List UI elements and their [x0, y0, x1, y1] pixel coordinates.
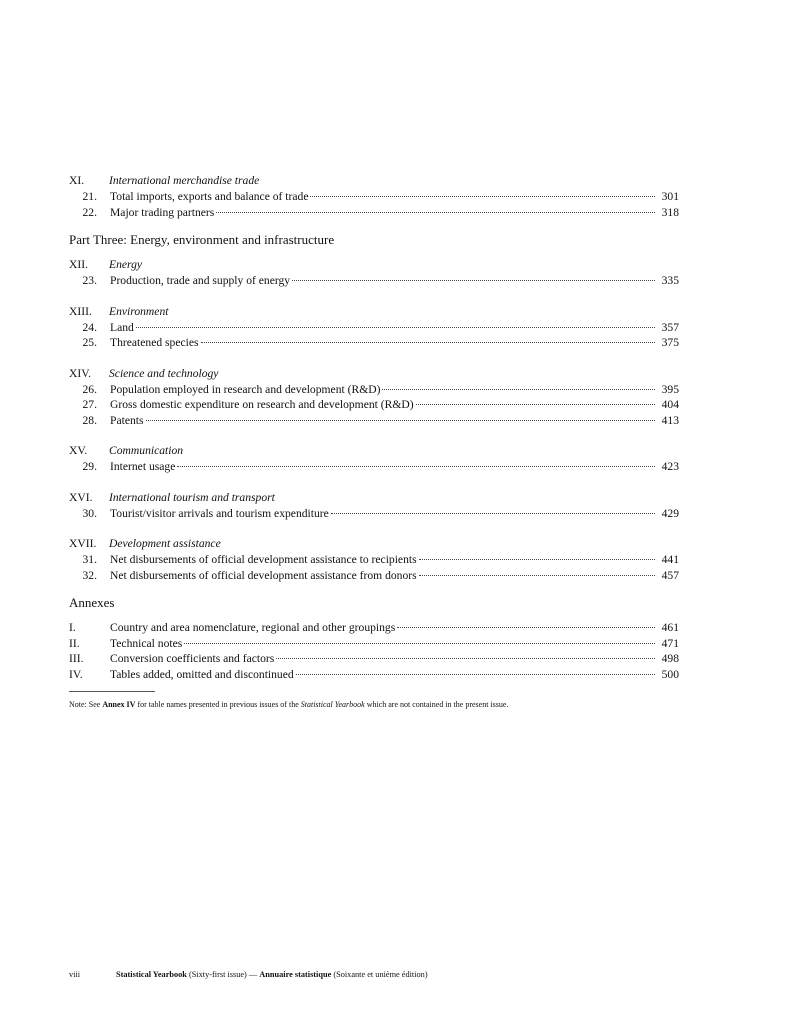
note-publication-title: Statistical Yearbook [300, 700, 365, 709]
toc-entry[interactable] [69, 320, 679, 336]
dot-leader [382, 389, 655, 390]
chapter-heading [69, 173, 679, 189]
footer-edition-fr: (Soixante et unième édition) [331, 970, 428, 979]
entry-number: 32. [82, 568, 97, 582]
entry-page: 335 [661, 274, 679, 287]
chapter-title: Energy [109, 258, 143, 271]
dot-leader [397, 627, 655, 628]
page-footer [69, 970, 428, 979]
note-annex-ref: Annex IV [102, 700, 136, 709]
annex-label: Technical notes [110, 636, 183, 650]
entry-number: 26. [82, 382, 97, 396]
footnote-rule [69, 691, 155, 692]
annex-page: 498 [661, 652, 679, 665]
chapter-numeral: XI. [69, 174, 85, 187]
toc-entry[interactable] [69, 273, 679, 289]
chapter-numeral: XIII. [69, 304, 92, 318]
dot-leader [310, 196, 655, 197]
annex-entry[interactable] [69, 651, 679, 667]
note-middle: for table names presented in previous issues of the [135, 700, 301, 709]
dot-leader [136, 327, 655, 328]
entry-page: 429 [661, 506, 679, 520]
entry-label: Tourist/visitor arrivals and tourism expenditure [110, 506, 329, 520]
toc-entry[interactable] [69, 506, 679, 522]
entry-number: 29. [82, 460, 97, 473]
note-suffix: which are not contained in the present issue. [364, 700, 509, 709]
entry-page: 318 [661, 205, 679, 219]
chapter-title: Environment [109, 304, 169, 318]
dot-leader [296, 674, 655, 675]
table-of-contents [69, 173, 679, 709]
entry-label: Net disbursements of official development assistance from donors [110, 568, 417, 582]
dot-leader [292, 280, 655, 281]
entry-page: 301 [661, 190, 679, 203]
dot-leader [216, 212, 655, 213]
chapter-numeral: XVII. [69, 537, 97, 550]
annex-label: Country and area nomenclature, regional and other groupings [110, 621, 396, 634]
chapter-heading [69, 443, 679, 459]
entry-page: 423 [661, 460, 679, 473]
toc-entry[interactable] [69, 459, 679, 475]
footnote [69, 700, 679, 709]
dot-leader [416, 404, 655, 405]
entry-label: Land [110, 320, 134, 334]
chapter-title: Communication [109, 444, 184, 457]
toc-entry[interactable] [69, 205, 679, 221]
annexes-title: Annexes [69, 595, 115, 610]
toc-entry[interactable] [69, 397, 679, 413]
entry-page: 413 [661, 413, 679, 427]
dot-leader [331, 513, 655, 514]
entry-label: Population employed in research and development (R&D) [110, 382, 381, 396]
annex-label: Tables added, omitted and discontinued [110, 667, 294, 681]
annex-label: Conversion coefficients and factors [110, 652, 275, 665]
toc-entry[interactable] [69, 568, 679, 584]
entry-number: 28. [82, 413, 97, 427]
toc-entry[interactable] [69, 552, 679, 568]
annex-numeral: II. [69, 636, 80, 650]
chapter-numeral: XV. [69, 444, 88, 457]
entry-page: 375 [661, 336, 679, 349]
entry-label: Threatened species [110, 336, 199, 349]
chapter-title: Science and technology [109, 366, 219, 380]
entry-page: 357 [661, 320, 679, 334]
footer-edition-en: (Sixty-first issue) — [186, 970, 260, 979]
annex-page: 500 [661, 667, 679, 681]
entry-number: 24. [82, 320, 97, 334]
annex-entry[interactable] [69, 667, 679, 683]
entry-number: 25. [82, 336, 97, 349]
chapter-title: Development assistance [109, 537, 221, 550]
entry-label: Patents [110, 413, 144, 427]
entry-label: Total imports, exports and balance of trade [110, 190, 309, 203]
entry-number: 31. [82, 553, 97, 566]
toc-entry[interactable] [69, 382, 679, 398]
annex-numeral: IV. [69, 667, 83, 681]
dot-leader [201, 342, 655, 343]
toc-entry[interactable] [69, 335, 679, 351]
entry-page: 404 [661, 398, 679, 411]
dot-leader [419, 575, 655, 576]
footer-title-en: Statistical Yearbook [116, 970, 187, 979]
entry-number: 27. [82, 398, 97, 411]
dot-leader [146, 420, 656, 421]
page-number: viii [69, 970, 81, 979]
annex-entry[interactable] [69, 636, 679, 652]
chapter-title: International merchandise trade [109, 174, 260, 187]
annex-page: 461 [661, 621, 679, 634]
annex-entry[interactable] [69, 620, 679, 636]
dot-leader [177, 466, 655, 467]
chapter-heading [69, 490, 679, 506]
chapter-title: International tourism and transport [109, 490, 275, 504]
entry-page: 441 [661, 553, 679, 566]
entry-page: 457 [661, 568, 679, 582]
chapter-numeral: XIV. [69, 366, 92, 380]
chapter-heading [69, 366, 679, 382]
entry-label: Major trading partners [110, 205, 215, 219]
entry-page: 395 [661, 382, 679, 396]
entry-label: Internet usage [110, 460, 176, 473]
entry-number: 23. [82, 274, 97, 287]
chapter-heading [69, 304, 679, 320]
dot-leader [419, 559, 655, 560]
toc-entry[interactable] [69, 413, 679, 429]
chapter-heading [69, 536, 679, 552]
chapter-numeral: XVI. [69, 490, 93, 504]
footer-title-fr: Annuaire statistique [259, 970, 332, 979]
entry-number: 21. [82, 190, 97, 203]
entry-label: Production, trade and supply of energy [110, 274, 291, 287]
chapter-numeral: XII. [69, 258, 88, 271]
annex-numeral: III. [69, 652, 84, 665]
note-prefix: Note: See [69, 700, 103, 709]
dot-leader [184, 643, 655, 644]
toc-entry[interactable] [69, 189, 679, 205]
entry-number: 22. [82, 205, 97, 219]
entry-label: Net disbursements of official development assistance to recipients [110, 553, 417, 566]
entry-number: 30. [82, 506, 97, 520]
part-three-title: Part Three: Energy, environment and infrastructure [69, 232, 335, 247]
chapter-heading [69, 257, 679, 273]
annex-page: 471 [661, 636, 679, 650]
entry-label: Gross domestic expenditure on research and development (R&D) [110, 398, 414, 411]
dot-leader [276, 658, 655, 659]
annex-numeral: I. [69, 621, 76, 634]
